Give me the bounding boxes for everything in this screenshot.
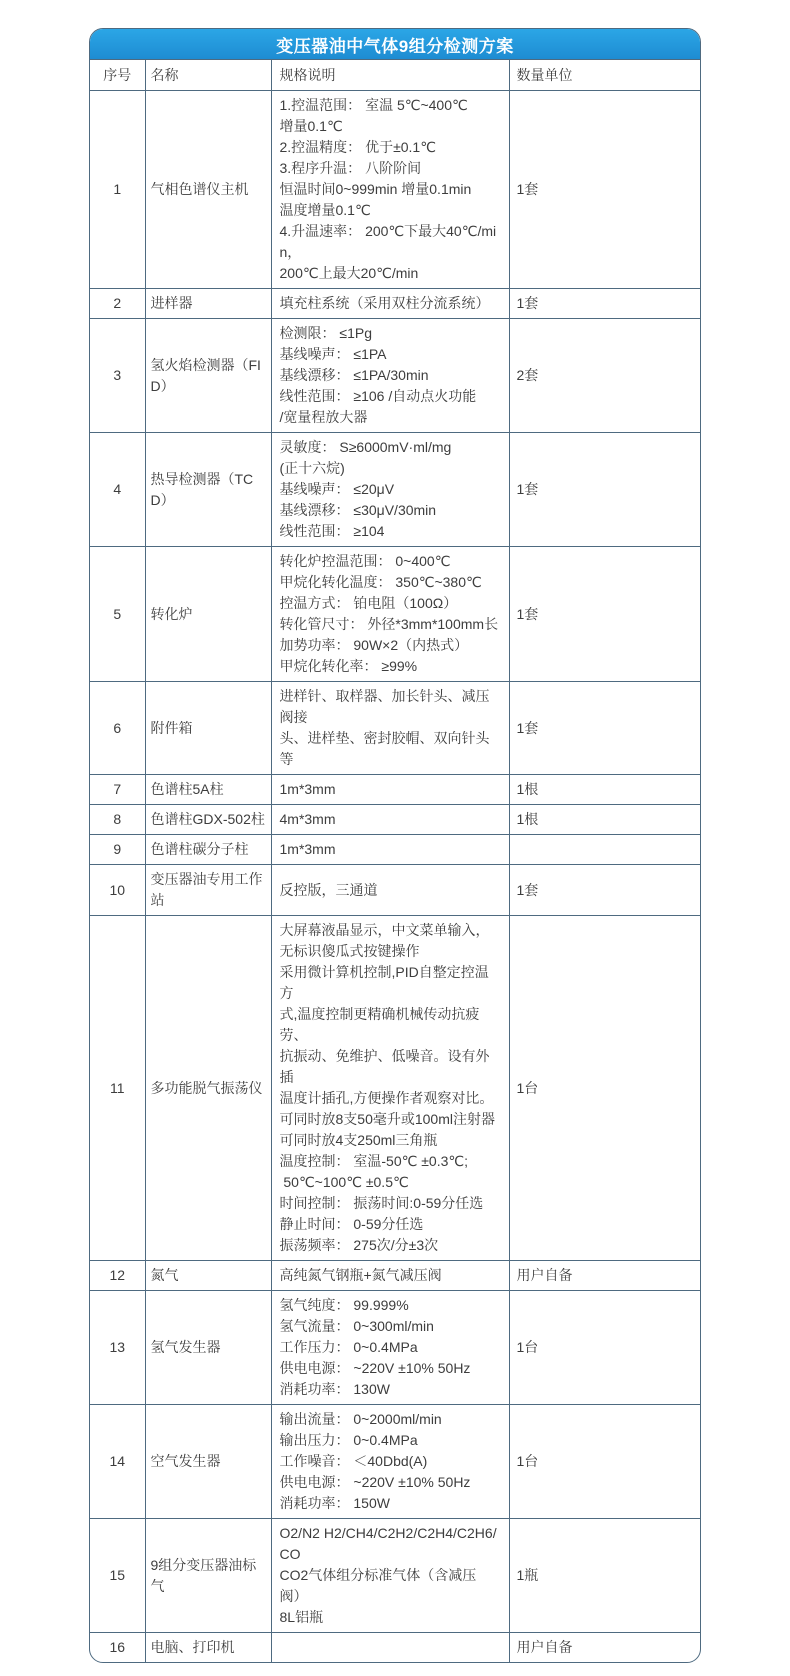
column-header-qty: 数量单位	[509, 60, 700, 91]
row-name: 色谱柱GDX-502柱	[145, 805, 271, 835]
row-spec: 填充柱系统（采用双柱分流系统）	[271, 289, 509, 319]
table-row	[90, 1519, 700, 1633]
row-qty: 1台	[509, 1291, 700, 1405]
table-row	[90, 775, 700, 805]
row-name: 空气发生器	[145, 1405, 271, 1519]
row-no: 2	[90, 289, 145, 319]
row-qty: 1套	[509, 682, 700, 775]
row-qty: 用户自备	[509, 1633, 700, 1663]
table-row	[90, 916, 700, 1261]
row-qty: 1套	[509, 289, 700, 319]
row-qty: 1根	[509, 805, 700, 835]
spec-sheet-card	[89, 28, 701, 1663]
row-name: 色谱柱5A柱	[145, 775, 271, 805]
row-no: 15	[90, 1519, 145, 1633]
table-row	[90, 289, 700, 319]
row-no: 8	[90, 805, 145, 835]
row-name: 转化炉	[145, 547, 271, 682]
row-qty: 1套	[509, 865, 700, 916]
row-no: 10	[90, 865, 145, 916]
column-header-no: 序号	[90, 60, 145, 91]
row-qty: 1台	[509, 916, 700, 1261]
row-spec: 高纯氮气钢瓶+氮气减压阀	[271, 1261, 509, 1291]
row-no: 16	[90, 1633, 145, 1663]
row-spec: 1m*3mm	[271, 835, 509, 865]
row-spec: 转化炉控温范围： 0~400℃ 甲烷化转化温度： 350℃~380℃ 控温方式： 铂电阻（100Ω） 转化管尺寸： 外径*3mm*100mm长 加势功率： 90W×2（内热式） 甲烷化转化率： ≥99%	[271, 547, 509, 682]
table-row	[90, 433, 700, 547]
header-row	[90, 60, 700, 91]
row-no: 6	[90, 682, 145, 775]
row-name: 9组分变压器油标气	[145, 1519, 271, 1633]
row-qty: 用户自备	[509, 1261, 700, 1291]
row-spec: 灵敏度： S≥6000mV·ml/mg (正十六烷) 基线噪声： ≤20μV 基线漂移： ≤30μV/30min 线性范围： ≥104	[271, 433, 509, 547]
row-spec: 1m*3mm	[271, 775, 509, 805]
column-header-name: 名称	[145, 60, 271, 91]
row-name: 电脑、打印机	[145, 1633, 271, 1663]
spec-table-body	[90, 91, 700, 1663]
row-spec: 检测限： ≤1Pg 基线噪声： ≤1PA 基线漂移： ≤1PA/30min 线性范围： ≥106 /自动点火功能 /宽量程放大器	[271, 319, 509, 433]
row-name: 变压器油专用工作站	[145, 865, 271, 916]
row-name: 氢火焰检测器（FID）	[145, 319, 271, 433]
row-spec: 4m*3mm	[271, 805, 509, 835]
row-spec	[271, 1633, 509, 1663]
row-qty: 1瓶	[509, 1519, 700, 1633]
row-name: 气相色谱仪主机	[145, 91, 271, 289]
table-row	[90, 805, 700, 835]
row-no: 1	[90, 91, 145, 289]
row-qty	[509, 835, 700, 865]
row-qty: 1套	[509, 433, 700, 547]
row-no: 13	[90, 1291, 145, 1405]
row-no: 12	[90, 1261, 145, 1291]
table-row	[90, 1405, 700, 1519]
row-name: 进样器	[145, 289, 271, 319]
row-spec: 进样针、取样器、加长针头、减压阀接 头、进样垫、密封胶帽、双向针头等	[271, 682, 509, 775]
row-name: 氢气发生器	[145, 1291, 271, 1405]
row-no: 9	[90, 835, 145, 865]
table-row	[90, 1633, 700, 1663]
row-qty: 1套	[509, 91, 700, 289]
row-name: 多功能脱气振荡仪	[145, 916, 271, 1261]
table-row	[90, 1261, 700, 1291]
row-no: 7	[90, 775, 145, 805]
row-spec: 反控版，三通道	[271, 865, 509, 916]
spec-table	[90, 60, 700, 1662]
row-spec: 输出流量： 0~2000ml/min 输出压力： 0~0.4MPa 工作噪音： ＜40Dbd(A) 供电电源： ~220V ±10% 50Hz 消耗功率： 150W	[271, 1405, 509, 1519]
row-no: 14	[90, 1405, 145, 1519]
row-name: 附件箱	[145, 682, 271, 775]
row-no: 3	[90, 319, 145, 433]
row-name: 热导检测器（TCD）	[145, 433, 271, 547]
table-row	[90, 682, 700, 775]
row-no: 4	[90, 433, 145, 547]
table-row	[90, 319, 700, 433]
table-row	[90, 1291, 700, 1405]
row-spec: 氢气纯度： 99.999% 氢气流量： 0~300ml/min 工作压力： 0~0.4MPa 供电电源： ~220V ±10% 50Hz 消耗功率： 130W	[271, 1291, 509, 1405]
table-row	[90, 91, 700, 289]
row-no: 5	[90, 547, 145, 682]
row-qty: 1根	[509, 775, 700, 805]
row-qty: 2套	[509, 319, 700, 433]
table-title: 变压器油中气体9组分检测方案	[90, 29, 700, 60]
row-no: 11	[90, 916, 145, 1261]
row-qty: 1套	[509, 547, 700, 682]
row-spec: O2/N2 H2/CH4/C2H2/C2H4/C2H6/CO CO2气体组分标准气体（含减压阀） 8L铝瓶	[271, 1519, 509, 1633]
row-spec: 大屏幕液晶显示，中文菜单输入， 无标识傻瓜式按键操作 采用微计算机控制,PID自整定控温方 式,温度控制更精确机械传动抗疲劳、 抗振动、免维护、低噪音。设有外插 温度计插孔,方便操作者观察对比。 可同时放8支50毫升或100ml注射器 可同时放4支250ml三角瓶 温度控制： 室温-50℃ ±0.3℃; 50℃~100℃ ±0.5℃ 时间控制： 振荡时间:0-59分任选 静止时间： 0-59分任选 振荡频率： 275次/分±3次	[271, 916, 509, 1261]
table-row	[90, 547, 700, 682]
row-name: 色谱柱碳分子柱	[145, 835, 271, 865]
table-row	[90, 835, 700, 865]
row-name: 氮气	[145, 1261, 271, 1291]
row-spec: 1.控温范围： 室温 5℃~400℃ 增量0.1℃ 2.控温精度： 优于±0.1℃ 3.程序升温： 八阶阶间 恒温时间0~999min 增量0.1min 温度增量0.1℃ 4.升温速率： 200℃下最大40℃/min， 200℃上最大20℃/min	[271, 91, 509, 289]
column-header-spec: 规格说明	[271, 60, 509, 91]
row-qty: 1台	[509, 1405, 700, 1519]
table-row	[90, 865, 700, 916]
